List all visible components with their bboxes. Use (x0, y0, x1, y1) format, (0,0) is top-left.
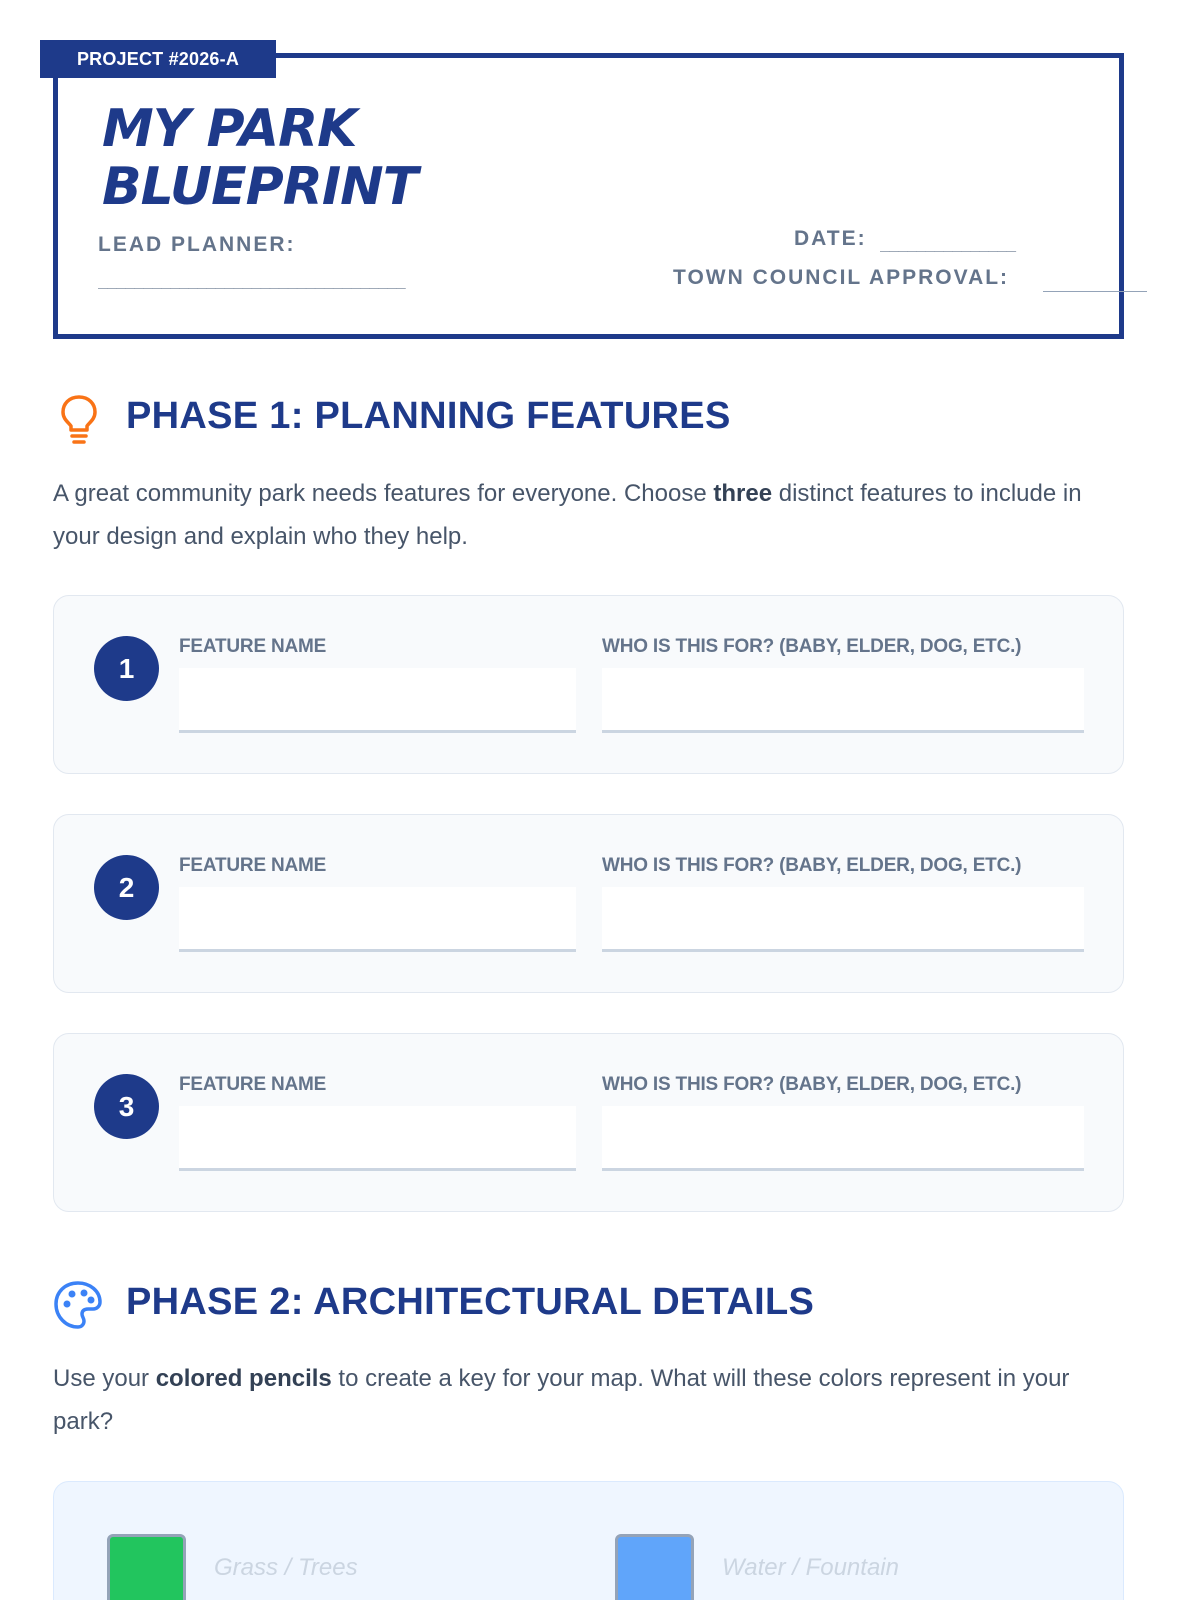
title-line-1: MY PARK (102, 99, 357, 159)
date-label: DATE: (794, 227, 867, 250)
feature-audience-input[interactable] (602, 1106, 1084, 1171)
feature-name-label: FEATURE NAME (179, 636, 327, 657)
intro-text: to create a key for your map. What will these colors represent in your park? (53, 1365, 1070, 1435)
color-key-panel (53, 1481, 1124, 1600)
date-line[interactable]: _______________ (880, 233, 1016, 252)
intro-emphasis: three (713, 480, 773, 507)
feature-card (53, 595, 1124, 774)
intro-text: Use your (53, 1365, 156, 1392)
feature-name-input[interactable] (179, 1106, 576, 1171)
feature-audience-label: WHO IS THIS FOR? (BABY, ELDER, DOG, ETC.) (602, 636, 1022, 657)
phase-2-heading: PHASE 2: ARCHITECTURAL DETAILS (126, 1281, 815, 1323)
lightbulb-icon (60, 394, 98, 449)
intro-emphasis: colored pencils (155, 1365, 332, 1392)
title-line-2: BLUEPRINT (102, 157, 418, 217)
project-tag: PROJECT #2026-A (40, 40, 276, 78)
palette-icon (53, 1280, 103, 1335)
intro-text: distinct features to include in your design and explain who they help. (53, 480, 1082, 550)
approval-label: TOWN COUNCIL APPROVAL: (673, 266, 1010, 289)
feature-card (53, 1033, 1124, 1212)
page-title (102, 100, 417, 216)
feature-card (53, 814, 1124, 993)
feature-name-input[interactable] (179, 887, 576, 952)
feature-name-label: FEATURE NAME (179, 1074, 327, 1095)
lead-planner-label: LEAD PLANNER: (98, 233, 296, 256)
feature-number-badge: 1 (94, 636, 159, 701)
color-key-input[interactable] (722, 1544, 1082, 1592)
feature-name-input[interactable] (179, 668, 576, 733)
feature-number-badge: 2 (94, 855, 159, 920)
color-key-input[interactable] (214, 1544, 574, 1592)
feature-audience-input[interactable] (602, 887, 1084, 952)
feature-name-label: FEATURE NAME (179, 855, 327, 876)
green-color-swatch (107, 1534, 186, 1600)
phase-1-heading: PHASE 1: PLANNING FEATURES (126, 395, 731, 437)
approval-signature-line[interactable] (1043, 291, 1147, 292)
feature-audience-label: WHO IS THIS FOR? (BABY, ELDER, DOG, ETC.) (602, 1074, 1022, 1095)
intro-text: A great community park needs features for everyone. Choose (53, 480, 714, 507)
lead-planner-line[interactable]: __________________________________ (98, 270, 406, 289)
feature-number-badge: 3 (94, 1074, 159, 1139)
feature-audience-label: WHO IS THIS FOR? (BABY, ELDER, DOG, ETC.) (602, 855, 1022, 876)
feature-audience-input[interactable] (602, 668, 1084, 733)
phase-1-intro (53, 472, 1133, 558)
blue-color-swatch (615, 1534, 694, 1600)
phase-2-intro (53, 1357, 1133, 1443)
